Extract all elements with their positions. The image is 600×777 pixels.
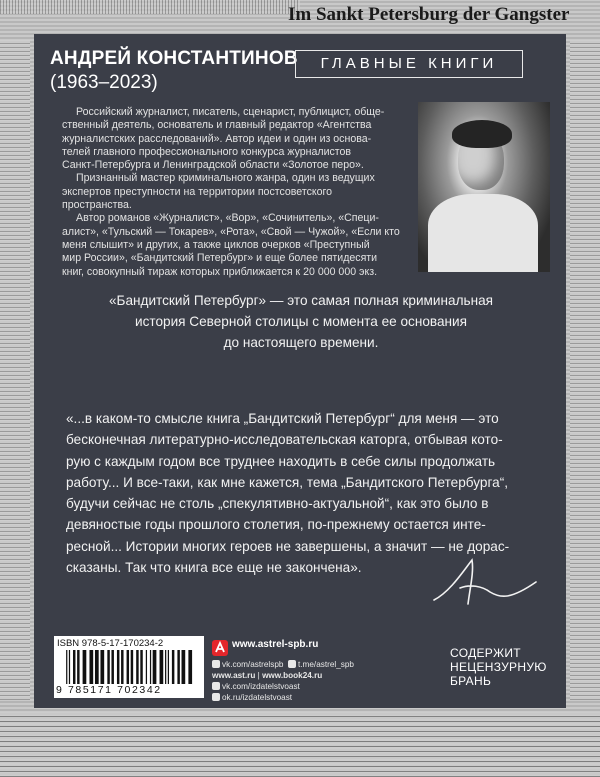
bio-paragraph-3 <box>62 212 430 278</box>
ok-link[interactable]: ok.ru/izdatelstvoast <box>222 693 293 702</box>
annotation-line: до настоящего времени. <box>223 335 379 350</box>
warning-line: НЕЦЕНЗУРНУЮ <box>450 660 547 674</box>
barcode-bar <box>89 650 93 684</box>
social-links-row-1 <box>212 660 354 669</box>
bio-line: мир России», «Бандитский Петербург» и еще более пятидесяти <box>62 252 378 265</box>
barcode-bar <box>165 650 166 684</box>
bio-line: Признанный мастер криминального жанра, один из ведущих <box>76 172 375 185</box>
barcode-bar <box>73 650 75 684</box>
barcode-bar <box>153 650 157 684</box>
barcode-bar <box>100 650 104 684</box>
barcode-bar <box>121 650 123 684</box>
barcode-bar <box>182 650 186 684</box>
book24-site-link[interactable]: www.book24.ru <box>262 671 323 680</box>
barcode-bar <box>188 650 192 684</box>
bio-line: ственный деятель, основатель и главный редактор «Агентства <box>62 119 372 132</box>
newspaper-headline: Im Sankt Petersburg der Gangster <box>288 4 570 25</box>
bio-line: Автор романов «Журналист», «Вор», «Сочинитель», «Специ- <box>76 212 379 225</box>
barcode-bar <box>146 650 147 684</box>
publisher-logo-icon <box>212 640 228 656</box>
author-photo <box>418 102 550 272</box>
barcode-digits: 9 785171 702342 <box>56 684 162 696</box>
barcode-bar <box>69 650 70 684</box>
site-links-row <box>212 671 322 680</box>
barcode-bar <box>83 650 87 684</box>
author-signature-icon <box>430 552 540 612</box>
bio-line: экспертов преступности на территории постсоветского <box>62 185 333 198</box>
vk-link[interactable]: vk.com/astrelspb <box>222 660 284 669</box>
quote-line: работу... И все-таки, как мне кажется, тема „Бандитского Петербурга“, <box>66 474 509 490</box>
bio-line: Российский журналист, писатель, сценарист, публицист, обще- <box>76 106 385 118</box>
odnoklassniki-icon <box>212 693 220 701</box>
book-annotation <box>54 290 548 353</box>
ast-site-link[interactable]: www.ast.ru <box>212 671 256 680</box>
social-links-row-2 <box>212 682 300 691</box>
bio-line: телей главного профессионального конкурса журналистов <box>62 145 352 158</box>
author-photo-body <box>428 194 538 272</box>
social-links-row-3 <box>212 693 292 702</box>
newspaper-column-right <box>570 40 600 700</box>
telegram-icon <box>288 660 296 668</box>
newspaper-top-strip <box>0 0 300 14</box>
warning-line: СОДЕРЖИТ <box>450 646 521 660</box>
series-label: ГЛАВНЫЕ КНИГИ <box>295 50 523 78</box>
barcode-bar <box>177 650 179 684</box>
bio-paragraph-1 <box>62 106 414 172</box>
vk-ast-link[interactable]: vk.com/izdatelstvoast <box>222 682 300 691</box>
barcode-bar <box>111 650 113 684</box>
quote-line: будучи сейчас не столь „спекулятивно-актуальной“, как это было в <box>66 496 489 512</box>
newspaper-column-left <box>0 40 30 700</box>
barcode-bar <box>95 650 99 684</box>
quote-line: сказаны. Так что книга все еще не закончена». <box>66 560 362 576</box>
author-photo-hair <box>452 120 512 148</box>
barcode-bar <box>131 650 133 684</box>
vk-icon <box>212 682 220 690</box>
publisher-site-link[interactable]: www.astrel-spb.ru <box>232 639 319 650</box>
barcode-bar <box>107 650 109 684</box>
quote-line: «...в каком-то смысле книга „Бандитский Петербург“ для меня — это <box>66 411 499 426</box>
barcode-bar <box>172 650 174 684</box>
barcode-bars-icon <box>62 650 198 684</box>
bio-line: книг, совокупный тираж которых приближается к 20 000 000 экз. <box>62 265 378 278</box>
author-bio <box>62 106 414 279</box>
quote-line: девяностые годы прошлого столетия, по-прежнему остается инте- <box>66 517 486 533</box>
author-name: АНДРЕЙ КОНСТАНТИНОВ <box>50 48 298 69</box>
bio-line: пространства. <box>62 199 132 212</box>
bio-line: алист», «Тульский — Токарев», «Рота», «Свой — Чужой», «Если кто <box>62 225 400 238</box>
barcode-label <box>54 636 204 698</box>
barcode-bar <box>136 650 138 684</box>
annotation-line: история Северной столицы с момента ее основания <box>134 314 468 329</box>
barcode-bar <box>127 650 129 684</box>
barcode-bar <box>117 650 119 684</box>
bio-line: меня слышит» и других, а также циклов очерков «Преступный <box>62 238 370 251</box>
barcode-bar <box>66 650 67 684</box>
barcode-bar <box>168 650 169 684</box>
telegram-link[interactable]: t.me/astrel_spb <box>298 660 354 669</box>
author-years: (1963–2023) <box>50 72 158 93</box>
link-separator: | <box>255 671 263 680</box>
annotation-line: «Бандитский Петербург» — это самая полная криминальная <box>108 293 494 308</box>
newspaper-bottom-text <box>0 712 600 777</box>
barcode-bar <box>140 650 142 684</box>
isbn-text: ISBN 978-5-17-170234-2 <box>57 638 164 649</box>
quote-line: бесконечная литературно-исследовательская каторга, отбывая кото- <box>66 432 503 448</box>
bio-line: Санкт-Петербурга и Ленинградской области «Золотое перо». <box>62 159 364 172</box>
barcode-bar <box>160 650 164 684</box>
bio-line: журналистских расследований». Автор идеи и один из основа- <box>62 132 372 145</box>
vk-icon <box>212 660 220 668</box>
warning-line: БРАНЬ <box>450 674 492 688</box>
quote-line: ресной... Истории многих героев не завершены, а значит — не дорас- <box>66 538 510 554</box>
barcode-bar <box>150 650 151 684</box>
quote-line: рую с каждым годом все труднее находить в себе силы продолжать <box>66 453 496 469</box>
back-cover-panel <box>34 34 566 708</box>
bio-paragraph-2 <box>62 172 414 212</box>
barcode-bar <box>77 650 79 684</box>
content-warning <box>450 646 547 688</box>
